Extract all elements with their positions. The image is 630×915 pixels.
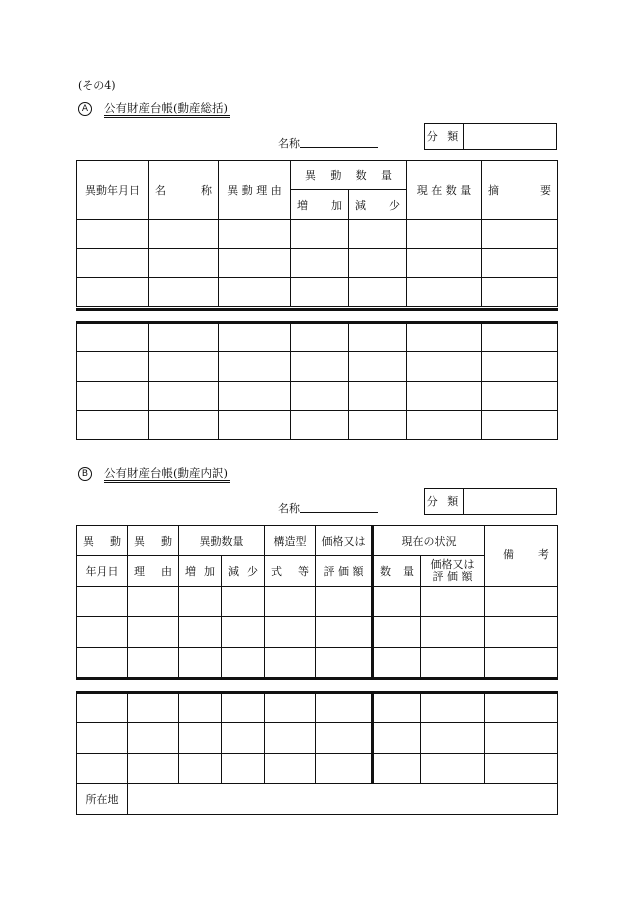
table-row — [77, 693, 558, 723]
header-b-remarks: 備 考 — [485, 526, 558, 587]
table-row — [77, 249, 558, 278]
table-row — [77, 617, 558, 648]
table-row — [77, 278, 558, 307]
table-row — [77, 323, 558, 352]
table-a-lower — [76, 322, 558, 440]
table-a-separator-top — [76, 308, 558, 311]
header-reason: 異 動 理 由 — [219, 161, 291, 220]
section-a-mark: A — [78, 102, 92, 116]
section-a-class-field[interactable] — [464, 124, 556, 149]
section-b-name-label: 名称 — [278, 502, 300, 515]
section-b-title — [78, 465, 230, 481]
section-a-class-box — [424, 123, 557, 150]
location-label: 所在地 — [77, 784, 128, 815]
header-b-structure-bottom: 式 等 — [265, 556, 316, 587]
header-b-current-price: 価格又は 評 価 額 — [421, 556, 485, 587]
header-b-structure-top: 構造型 — [265, 526, 316, 556]
section-a-name-row — [278, 135, 378, 151]
section-a-class-label: 分 類 — [425, 124, 464, 149]
table-b-upper — [76, 525, 558, 678]
header-b-date-bottom: 年月日 — [77, 556, 128, 587]
table-row — [77, 723, 558, 754]
header-qty-group: 異 動 数 量 — [291, 161, 407, 190]
header-b-reason-bottom: 理 由 — [128, 556, 179, 587]
header-b-price-bottom: 評 価 額 — [316, 556, 373, 587]
header-decrease: 減 少 — [349, 190, 407, 220]
header-b-reason-top: 異 動 — [128, 526, 179, 556]
section-b-name-line — [300, 502, 378, 513]
section-a-name-label: 名称 — [278, 137, 300, 150]
header-increase: 増 加 — [291, 190, 349, 220]
table-row — [77, 411, 558, 440]
section-b-class-box — [424, 488, 557, 515]
section-b-mark: B — [78, 467, 92, 481]
table-b-lower — [76, 692, 558, 815]
section-b-class-field[interactable] — [464, 489, 556, 514]
table-row — [77, 352, 558, 382]
header-name: 名 称 — [149, 161, 219, 220]
location-row — [77, 784, 558, 815]
table-row — [77, 382, 558, 411]
table-a-upper — [76, 160, 558, 307]
section-b-class-label: 分 類 — [425, 489, 464, 514]
table-row — [77, 587, 558, 617]
header-b-decrease: 減 少 — [222, 556, 265, 587]
page-note: (その4) — [78, 79, 116, 92]
section-b-name-row — [278, 500, 378, 516]
header-date: 異動年月日 — [77, 161, 149, 220]
header-current-qty: 現 在 数 量 — [407, 161, 482, 220]
header-b-price-top: 価格又は — [316, 526, 373, 556]
table-row — [77, 648, 558, 678]
section-b-title-text: 公有財産台帳(動産内訳) — [104, 466, 230, 483]
header-b-date-top: 異 動 — [77, 526, 128, 556]
header-b-current-qty: 数 量 — [373, 556, 421, 587]
table-b-separator-top — [76, 677, 558, 680]
section-a-name-line — [300, 137, 378, 148]
section-a-title — [78, 100, 230, 116]
location-field[interactable] — [128, 784, 558, 815]
header-remarks: 摘 要 — [482, 161, 558, 220]
header-b-current-group: 現在の状況 — [373, 526, 485, 556]
table-row — [77, 754, 558, 784]
header-b-increase: 増 加 — [179, 556, 222, 587]
header-b-qty-group: 異動数量 — [179, 526, 265, 556]
table-row — [77, 220, 558, 249]
section-a-title-text: 公有財産台帳(動産総括) — [104, 101, 230, 118]
